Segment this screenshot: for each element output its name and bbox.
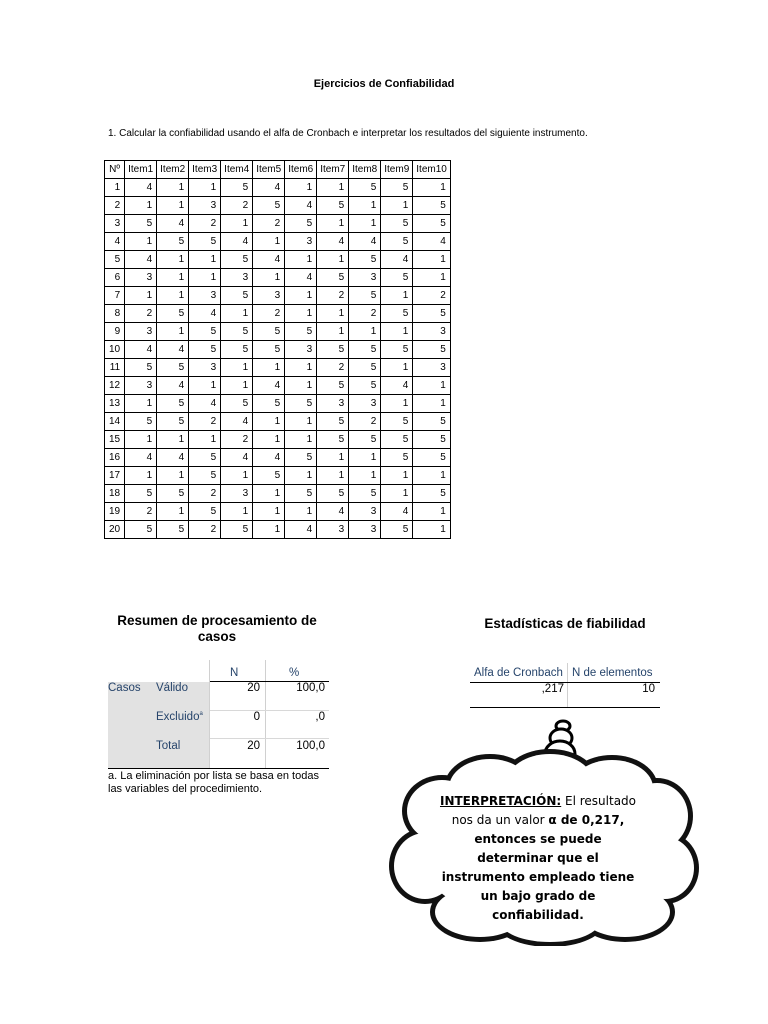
row-n: 0 [253, 711, 260, 723]
column-header: Item3 [189, 161, 221, 179]
table-cell: 1 [157, 431, 189, 449]
table-cell: 1 [189, 377, 221, 395]
table-cell: 5 [381, 341, 413, 359]
row-pct: ,0 [315, 711, 325, 723]
table-cell: 4 [253, 377, 285, 395]
table-cell: 3 [221, 269, 253, 287]
table-cell: 1 [221, 377, 253, 395]
table-row [105, 323, 451, 341]
table-cell: 4 [125, 179, 157, 197]
table-cell: 5 [125, 485, 157, 503]
table-cell: 5 [157, 233, 189, 251]
table-cell: 1 [349, 467, 381, 485]
table-cell: 5 [221, 251, 253, 269]
table-cell: 4 [105, 233, 125, 251]
table-cell: 5 [349, 485, 381, 503]
table-cell: 1 [381, 323, 413, 341]
table-cell: 1 [157, 179, 189, 197]
table-cell: 1 [125, 395, 157, 413]
table-row [105, 431, 451, 449]
table-cell: 2 [317, 359, 349, 377]
table-cell: 1 [413, 467, 451, 485]
table-row [105, 377, 451, 395]
table-cell: 20 [105, 521, 125, 539]
table-cell: 4 [253, 449, 285, 467]
table-cell: 5 [157, 395, 189, 413]
table-cell: 1 [285, 467, 317, 485]
table-cell: 2 [221, 431, 253, 449]
table-cell: 4 [189, 305, 221, 323]
table-cell: 11 [105, 359, 125, 377]
table-cell: 1 [285, 431, 317, 449]
table-cell: 1 [285, 305, 317, 323]
table-cell: 2 [189, 413, 221, 431]
table-cell: 5 [317, 341, 349, 359]
table-cell: 1 [413, 269, 451, 287]
column-header: Item1 [125, 161, 157, 179]
table-row [105, 233, 451, 251]
table-cell: 5 [189, 233, 221, 251]
table-cell: 4 [221, 449, 253, 467]
table-cell: 1 [285, 503, 317, 521]
table-cell: 1 [253, 503, 285, 521]
table-cell: 1 [285, 287, 317, 305]
table-cell: 5 [253, 341, 285, 359]
table-cell: 1 [317, 215, 349, 233]
table-cell: 5 [381, 431, 413, 449]
table-cell: 1 [349, 215, 381, 233]
table-cell: 1 [413, 395, 451, 413]
table-cell: 5 [221, 323, 253, 341]
table-row [105, 269, 451, 287]
table-cell: 9 [105, 323, 125, 341]
col-pct-header: % [289, 667, 300, 679]
table-cell: 1 [221, 467, 253, 485]
table-cell: 3 [253, 287, 285, 305]
table-cell: 8 [105, 305, 125, 323]
table-row [105, 521, 451, 539]
table-cell: 5 [157, 359, 189, 377]
table-cell: 1 [285, 179, 317, 197]
column-header: Item9 [381, 161, 413, 179]
table-cell: 5 [125, 215, 157, 233]
estadisticas-table [470, 655, 660, 710]
table-cell: 16 [105, 449, 125, 467]
table-cell: 1 [381, 485, 413, 503]
table-cell: 19 [105, 503, 125, 521]
table-cell: 1 [157, 269, 189, 287]
table-cell: 5 [189, 503, 221, 521]
table-cell: 5 [381, 179, 413, 197]
table-cell: 4 [157, 377, 189, 395]
table-cell: 5 [157, 305, 189, 323]
table-cell: 5 [285, 395, 317, 413]
estadisticas-title: Estadísticas de fiabilidad [484, 616, 646, 631]
table-cell: 1 [189, 269, 221, 287]
table-cell: 5 [285, 215, 317, 233]
table-cell: 1 [285, 251, 317, 269]
table-cell: 1 [285, 377, 317, 395]
table-cell: 5 [317, 431, 349, 449]
table-cell: 1 [285, 413, 317, 431]
table-cell: 4 [381, 251, 413, 269]
table-cell: 5 [253, 395, 285, 413]
table-cell: 4 [285, 269, 317, 287]
table-cell: 1 [125, 233, 157, 251]
table-cell: 1 [105, 179, 125, 197]
table-cell: 3 [413, 359, 451, 377]
table-cell: 1 [317, 179, 349, 197]
table-cell: 3 [125, 323, 157, 341]
interpretation-label: INTERPRETACIÓN: [439, 794, 562, 808]
table-cell: 5 [317, 485, 349, 503]
table-cell: 5 [381, 215, 413, 233]
table-header-row [105, 161, 451, 179]
table-cell: 1 [125, 287, 157, 305]
group-label: Casos [108, 682, 141, 694]
table-cell: 4 [253, 179, 285, 197]
column-header: Nº [105, 161, 125, 179]
table-cell: 4 [157, 449, 189, 467]
row-pct: 100,0 [296, 682, 325, 694]
table-cell: 10 [105, 341, 125, 359]
table-cell: 1 [253, 269, 285, 287]
table-cell: 7 [105, 287, 125, 305]
bottom-rule [108, 768, 329, 769]
column-header: Item2 [157, 161, 189, 179]
table-cell: 18 [105, 485, 125, 503]
table-cell: 5 [157, 485, 189, 503]
table-cell: 2 [105, 197, 125, 215]
table-cell: 3 [125, 377, 157, 395]
row-label: Excluido$^a$ [156, 711, 203, 723]
table-cell: 3 [317, 395, 349, 413]
table-cell: 5 [125, 521, 157, 539]
table-cell: 1 [157, 251, 189, 269]
table-cell: 5 [413, 341, 451, 359]
table-cell: 5 [413, 215, 451, 233]
table-row [105, 503, 451, 521]
table-cell: 5 [317, 269, 349, 287]
table-cell: 2 [349, 413, 381, 431]
table-cell: 1 [413, 179, 451, 197]
page-title: Ejercicios de Confiabilidad [313, 78, 455, 90]
table-cell: 5 [189, 449, 221, 467]
divider [567, 663, 568, 707]
table-cell: 1 [381, 287, 413, 305]
table-cell: 4 [157, 215, 189, 233]
table-cell: 5 [253, 467, 285, 485]
table-cell: 5 [221, 179, 253, 197]
table-cell: 5 [381, 413, 413, 431]
table-cell: 5 [189, 467, 221, 485]
question-text: 1. Calcular la confiabilidad usando el alfa de Cronbach e interpretar los resultados del siguiente instrumento. [108, 128, 588, 139]
table-row [105, 287, 451, 305]
table-cell: 5 [157, 413, 189, 431]
table-cell: 1 [157, 287, 189, 305]
table-cell: 4 [317, 503, 349, 521]
table-cell: 1 [381, 467, 413, 485]
table-cell: 3 [189, 359, 221, 377]
divider [265, 660, 266, 768]
table-cell: 1 [189, 179, 221, 197]
table-cell: 1 [157, 503, 189, 521]
interpretation-text: INTERPRETACIÓN: El resultado nos da un valor α de 0,217, entonces se puede determinar que el instrumento empleado tiene un bajo grado de confiabilidad. [439, 794, 637, 922]
n-items-value: 10 [642, 683, 655, 695]
table-cell: 4 [125, 449, 157, 467]
table-cell: 13 [105, 395, 125, 413]
column-header: Item6 [285, 161, 317, 179]
table-cell: 5 [221, 521, 253, 539]
table-cell: 5 [413, 431, 451, 449]
table-cell: 1 [125, 467, 157, 485]
table-cell: 1 [317, 467, 349, 485]
table-cell: 12 [105, 377, 125, 395]
table-cell: 5 [125, 413, 157, 431]
table-body [105, 179, 451, 539]
table-cell: 1 [189, 431, 221, 449]
table-cell: 5 [349, 287, 381, 305]
row-label-background [108, 682, 210, 768]
table-cell: 3 [189, 197, 221, 215]
table-cell: 1 [381, 197, 413, 215]
table-cell: 5 [285, 449, 317, 467]
table-cell: 5 [413, 305, 451, 323]
table-cell: 1 [349, 197, 381, 215]
table-cell: 4 [349, 233, 381, 251]
column-header: Item8 [349, 161, 381, 179]
table-cell: 3 [349, 521, 381, 539]
table-cell: 5 [381, 449, 413, 467]
table-cell: 5 [349, 179, 381, 197]
table-cell: 5 [125, 359, 157, 377]
table-cell: 4 [381, 377, 413, 395]
table-cell: 1 [221, 215, 253, 233]
table-cell: 1 [253, 485, 285, 503]
table-cell: 1 [253, 359, 285, 377]
column-header: Item10 [413, 161, 451, 179]
table-cell: 1 [253, 521, 285, 539]
table-cell: 5 [157, 521, 189, 539]
table-cell: 4 [381, 503, 413, 521]
table-cell: 1 [317, 323, 349, 341]
table-row [105, 449, 451, 467]
table-cell: 1 [125, 431, 157, 449]
table-cell: 1 [413, 503, 451, 521]
table-cell: 5 [381, 521, 413, 539]
table-cell: 1 [125, 197, 157, 215]
table-cell: 2 [189, 485, 221, 503]
table-row [105, 197, 451, 215]
table-cell: 14 [105, 413, 125, 431]
table-cell: 1 [317, 251, 349, 269]
table-cell: 3 [349, 395, 381, 413]
table-cell: 5 [317, 377, 349, 395]
table-cell: 4 [285, 197, 317, 215]
row-n: 20 [247, 682, 260, 694]
table-row [105, 341, 451, 359]
table-cell: 1 [413, 251, 451, 269]
table-cell: 5 [189, 341, 221, 359]
table-cell: 2 [189, 215, 221, 233]
table-cell: 1 [221, 305, 253, 323]
footnote: a. La eliminación por lista se basa en todas las variables del procedimiento. [108, 770, 319, 795]
column-header: Item5 [253, 161, 285, 179]
table-row [105, 305, 451, 323]
table-cell: 5 [317, 413, 349, 431]
table-cell: 4 [221, 413, 253, 431]
table-cell: 5 [349, 251, 381, 269]
table-cell: 5 [317, 197, 349, 215]
col-alfa-header: Alfa de Cronbach [474, 667, 563, 679]
data-table [104, 160, 451, 539]
col-n-header: N de elementos [572, 667, 653, 679]
row-n: 20 [247, 740, 260, 752]
table-cell: 3 [105, 215, 125, 233]
table-cell: 1 [253, 233, 285, 251]
table-cell: 3 [285, 341, 317, 359]
bottom-rule [470, 707, 660, 708]
column-header: Item7 [317, 161, 349, 179]
table-cell: 3 [285, 233, 317, 251]
table-cell: 2 [349, 305, 381, 323]
table-row [105, 179, 451, 197]
table-row [105, 467, 451, 485]
table-cell: 1 [157, 323, 189, 341]
table-cell: 3 [413, 323, 451, 341]
table-cell: 5 [381, 233, 413, 251]
table-cell: 5 [381, 305, 413, 323]
table-cell: 5 [253, 323, 285, 341]
table-cell: 1 [349, 449, 381, 467]
table-cell: 5 [253, 197, 285, 215]
table-cell: 3 [221, 485, 253, 503]
table-cell: 2 [253, 215, 285, 233]
table-cell: 1 [413, 521, 451, 539]
table-cell: 1 [157, 197, 189, 215]
column-header: Item4 [221, 161, 253, 179]
table-cell: 17 [105, 467, 125, 485]
table-cell: 5 [189, 323, 221, 341]
resumen-table [108, 660, 330, 770]
table-cell: 5 [221, 287, 253, 305]
table-cell: 1 [253, 413, 285, 431]
table-cell: 1 [317, 449, 349, 467]
table-cell: 15 [105, 431, 125, 449]
table-cell: 4 [157, 341, 189, 359]
table-row [105, 413, 451, 431]
alfa-value: ,217 [541, 683, 564, 695]
table-cell: 4 [125, 341, 157, 359]
row-pct: 100,0 [296, 740, 325, 752]
row-label: Total [156, 740, 181, 752]
table-cell: 4 [285, 521, 317, 539]
table-cell: 1 [253, 431, 285, 449]
table-cell: 3 [317, 521, 349, 539]
table-cell: 4 [125, 251, 157, 269]
row-label: Válido [156, 682, 188, 694]
table-cell: 5 [285, 323, 317, 341]
table-cell: 2 [221, 197, 253, 215]
table-cell: 1 [221, 503, 253, 521]
table-cell: 5 [413, 485, 451, 503]
table-cell: 4 [413, 233, 451, 251]
table-cell: 2 [189, 521, 221, 539]
col-n-header: N [230, 667, 239, 679]
table-cell: 1 [381, 359, 413, 377]
resumen-title: Resumen de procesamiento de casos [117, 613, 317, 644]
table-cell: 2 [413, 287, 451, 305]
table-row [105, 485, 451, 503]
table-cell: 4 [253, 251, 285, 269]
table-cell: 5 [349, 341, 381, 359]
table-cell: 5 [285, 485, 317, 503]
table-row [105, 215, 451, 233]
table-cell: 5 [413, 449, 451, 467]
table-cell: 2 [125, 305, 157, 323]
table-cell: 1 [221, 359, 253, 377]
table-cell: 1 [349, 323, 381, 341]
table-cell: 6 [105, 269, 125, 287]
table-cell: 5 [349, 377, 381, 395]
table-cell: 5 [381, 269, 413, 287]
alfa-highlight: α de 0,217 [548, 813, 620, 827]
table-cell: 4 [221, 233, 253, 251]
table-cell: 4 [317, 233, 349, 251]
table-cell: 2 [125, 503, 157, 521]
table-row [105, 395, 451, 413]
table-cell: 3 [189, 287, 221, 305]
table-cell: 1 [317, 305, 349, 323]
row-rule [210, 738, 329, 739]
table-cell: 2 [253, 305, 285, 323]
table-cell: 5 [221, 395, 253, 413]
table-cell: 5 [105, 251, 125, 269]
table-row [105, 359, 451, 377]
table-cell: 5 [221, 341, 253, 359]
table-cell: 2 [317, 287, 349, 305]
table-cell: 1 [189, 251, 221, 269]
table-cell: 3 [349, 269, 381, 287]
table-row [105, 251, 451, 269]
table-cell: 1 [381, 395, 413, 413]
table-cell: 3 [125, 269, 157, 287]
table-cell: 1 [413, 377, 451, 395]
table-cell: 3 [349, 503, 381, 521]
table-cell: 5 [349, 359, 381, 377]
table-cell: 5 [349, 431, 381, 449]
divider [209, 660, 210, 768]
table-cell: 1 [285, 359, 317, 377]
table-cell: 5 [413, 413, 451, 431]
table-cell: 1 [157, 467, 189, 485]
table-cell: 5 [413, 197, 451, 215]
table-cell: 4 [189, 395, 221, 413]
